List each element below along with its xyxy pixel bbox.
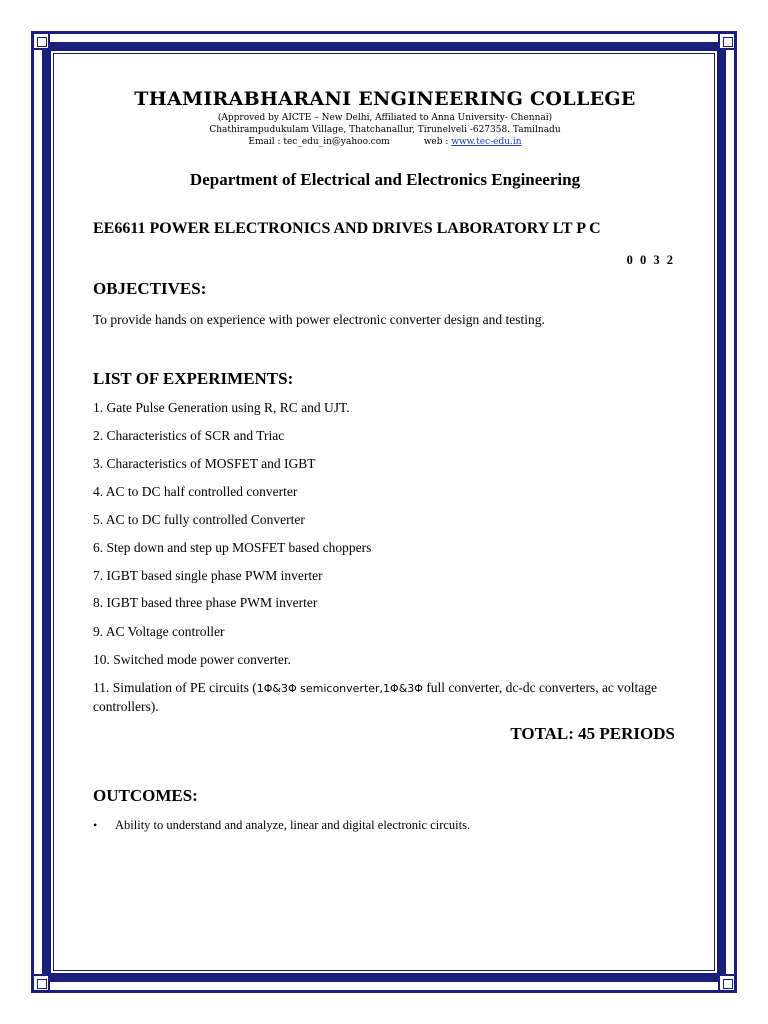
list-item: 10. Switched mode power converter. [93,652,291,667]
outcome-text: Ability to understand and analyze, linear and digital electronic circuits. [115,818,471,832]
total-periods: TOTAL: 45 PERIODS [510,724,675,743]
corner-ornament-icon [32,32,50,50]
list-item: 6. Step down and step up MOSFET based choppers [93,540,372,555]
list-item: 2. Characteristics of SCR and Triac [93,428,285,443]
corner-ornament-icon [718,32,736,50]
ltpc-values: 0 0 3 2 [626,253,675,267]
outcomes-heading: OUTCOMES: [93,786,198,805]
list-item: 3. Characteristics of MOSFET and IGBT [93,456,316,471]
experiments-heading: LIST OF EXPERIMENTS: [93,369,294,388]
list-item: 8. IGBT based three phase PWM inverter [93,595,318,610]
web-label: web : [423,137,449,147]
objectives-text: To provide hands on experience with power electronic converter design and testing. [93,312,545,327]
contact-line [93,137,677,147]
list-item: 7. IGBT based single phase PWM inverter [93,568,323,583]
list-item: 4. AC to DC half controlled converter [93,484,298,499]
bullet-icon: • [93,818,98,832]
item11-symbols: 1Φ&3Φ semiconverter,1Φ&3Φ [256,682,423,695]
item11-prefix: 11. Simulation of PE circuits ( [93,680,257,695]
list-item: 1. Gate Pulse Generation using R, RC and UJT. [93,400,350,415]
course-title: EE6611 POWER ELECTRONICS AND DRIVES LABORATORY LT P C [93,220,601,237]
list-item [93,817,675,833]
address-line: Chathirampudukulam Village, Thatchanallur, Tirunelveli -627358. Tamilnadu [209,125,561,135]
department-title: Department of Electrical and Electronics Engineering [189,170,581,189]
list-item: 5. AC to DC fully controlled Converter [93,512,305,527]
corner-ornament-icon [32,974,50,992]
approval-line: (Approved by AICTE – New Delhi, Affiliated to Anna University- Chennai) [217,113,553,123]
email-text: Email : tec_edu_in@yahoo.com [248,137,390,147]
objectives-heading: OBJECTIVES: [93,279,207,298]
item11-suffix: full converter, dc-dc converters, ac voltage controllers). [93,680,658,714]
list-item-simulation [93,679,677,716]
website-link[interactable]: www.tec-edu.in [451,137,522,147]
college-name: THAMIRABHARANI ENGINEERING COLLEGE [134,88,636,110]
corner-ornament-icon [718,974,736,992]
list-item: 9. AC Voltage controller [93,624,225,639]
